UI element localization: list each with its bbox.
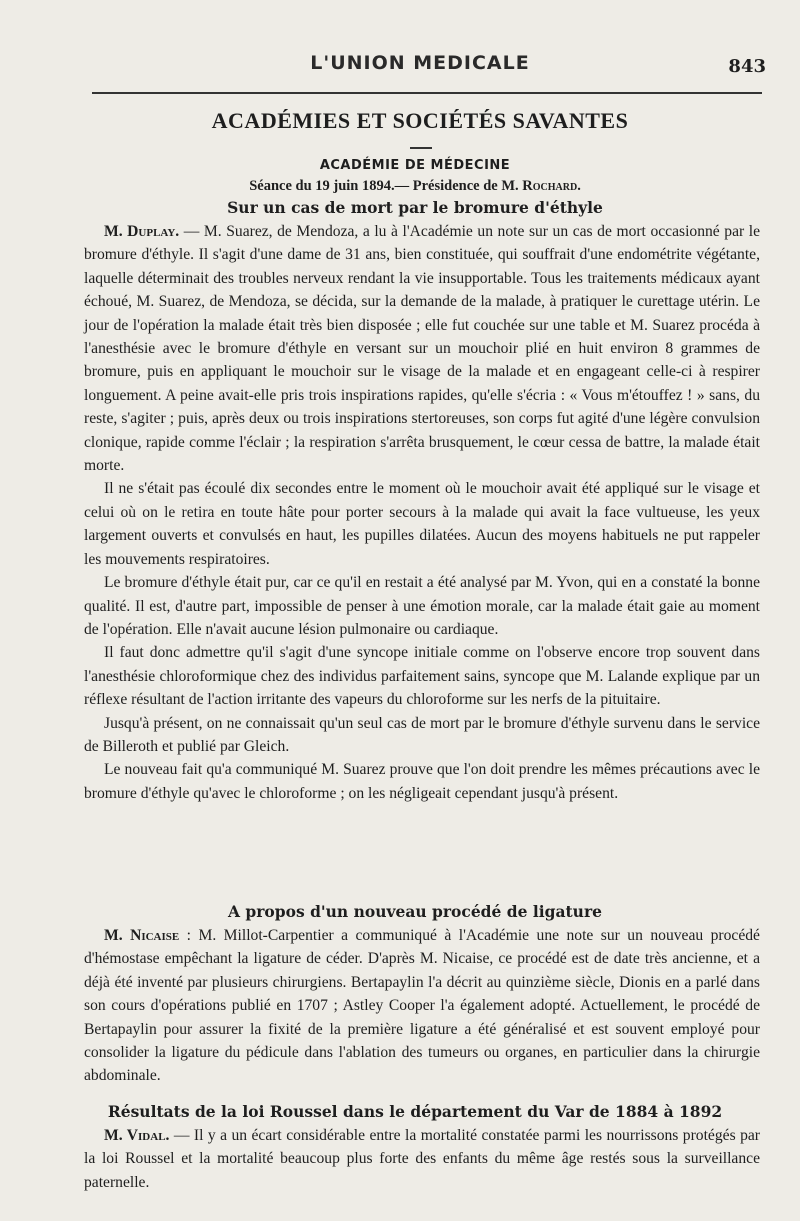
header-rule (92, 92, 762, 94)
journal-title: L'UNION MEDICALE (310, 52, 530, 74)
paragraph (84, 924, 760, 1088)
article-body-loi-roussel (84, 1124, 760, 1194)
article-heading-loi-roussel: Résultats de la loi Roussel dans le département du Var de 1884 à 1892 (107, 1102, 723, 1121)
paragraph: Jusqu'à présent, on ne connaissait qu'un seul cas de mort par le bromure d'éthyle survenu dans le service de Billeroth et publié par Gleich. (84, 714, 760, 755)
speaker-name: M. Vidal. (104, 1127, 170, 1144)
session-suffix: . (577, 178, 581, 194)
running-head (80, 52, 766, 82)
article-body-ligature (84, 924, 760, 1088)
section-rule (410, 147, 432, 149)
paragraph: Il ne s'était pas écoulé dix secondes entre le moment où le mouchoir avait été appliqué sur le visage et celui où on le retira en toute hâte pour porter secours à la malade qui avait la face vultueuse, les yeux largement ouverts et convulsés en haut, les pupilles dilatées. Aucun des moyens habituels ne put rappeler les mouvements respiratoires. (84, 480, 760, 568)
speaker-name: M. Nicaise (104, 927, 180, 944)
paragraph: Il faut donc admettre qu'il s'agit d'une syncope initiale comme on l'observe encore trop souvent dans l'anesthésie chloroformique chez des individus parfaitement sains, syncope que M. Lalande explique par un réflexe résultant de l'action irritante des vapeurs du chloroforme sur les nerfs de la pituitaire. (84, 644, 760, 709)
paragraph: Le nouveau fait qu'a communiqué M. Suarez prouve que l'on doit prendre les mêmes précautions avec le bromure d'éthyle qu'avec le chloroforme ; on les négligeait cependant jusqu'à présent. (84, 761, 760, 802)
session-prefix: Séance du 19 juin 1894.— Présidence de M. (249, 178, 523, 194)
session-line (0, 178, 800, 195)
paragraph (84, 1124, 760, 1194)
article-heading-bromure: Sur un cas de mort par le bromure d'éthyle (227, 198, 603, 217)
paragraph (84, 220, 760, 477)
speaker-name: M. Duplay. (104, 223, 180, 240)
section-title: ACADÉMIES ET SOCIÉTÉS SAVANTES (211, 108, 629, 133)
page-number: 843 (728, 56, 766, 77)
academy-name: ACADÉMIE DE MÉDECINE (319, 158, 511, 173)
article-body-bromure (84, 220, 760, 805)
session-president: Rochard (522, 178, 578, 194)
paragraph-text: : M. Millot-Carpentier a communiqué à l'Académie une note sur un nouveau procédé d'hémostase empêchant la ligature de céder. D'après M. Nicaise, ce procédé est de date très ancienne, et a déjà été inventé par plusieurs chirurgiens. Bertapaylin l'a décrit au quinzième siècle, Dionis en a parlé dans son cours d'opérations publié en 1707 ; Astley Cooper l'a également adopté. Actuellement, le procédé de Bertapaylin pour assurer la fixité de la première ligature a été généralisé et est souvent employé pour consolider la ligature du pédicule dans l'ablation des tumeurs ou organes, en particulier dans la chirurgie abdominale. (84, 927, 760, 1085)
article-heading-ligature: A propos d'un nouveau procédé de ligature (228, 902, 602, 921)
paragraph-text: — M. Suarez, de Mendoza, a lu à l'Académie un note sur un cas de mort occasionné par le bromure d'éthyle. Il s'agit d'une dame de 31 ans, bien constituée, qui souffrait d'une endométrite végétante, laquelle déterminait des troubles nerveux rendant la vie insupportable. Tous les traitements médicaux ayant échoué, M. Suarez, de Mendoza, se décida, sur la demande de la malade, à pratiquer le curettage utérin. Le jour de l'opération la malade était très bien disposée ; elle fut couchée sur une table et M. Suarez procéda à l'anesthésie avec le bromure d'éthyle en versant sur un mouchoir plié en huit environ 8 grammes de bromure, puis en appliquant le mouchoir sur le visage de la malade et en engageant celle-ci à respirer longuement. A peine avait-elle pris trois inspirations rapides, qu'elle s'écria : « Vous m'étouffez ! » sans, du reste, s'agiter ; puis, après deux ou trois inspirations stertoreuses, son corps fut agité d'une légère convulsion clonique, rapide comme l'éclair ; la respiration s'arrêta brusquement, le cœur cessa de battre, la malade était morte. (84, 223, 760, 475)
paragraph: Le bromure d'éthyle était pur, car ce qu'il en restait a été analysé par M. Yvon, qui en a constaté la bonne qualité. Il est, d'autre part, impossible de penser à une émotion morale, car la malade était gaie au moment de l'opération. Elle n'avait aucune lésion pulmonaire ou cardiaque. (84, 574, 760, 638)
paragraph-text: — Il y a un écart considérable entre la mortalité constatée parmi les nourrissons protégés par la loi Roussel et la mortalité beaucoup plus forte des enfants du même âge restés sous la surveillance paternelle. (84, 1127, 760, 1191)
